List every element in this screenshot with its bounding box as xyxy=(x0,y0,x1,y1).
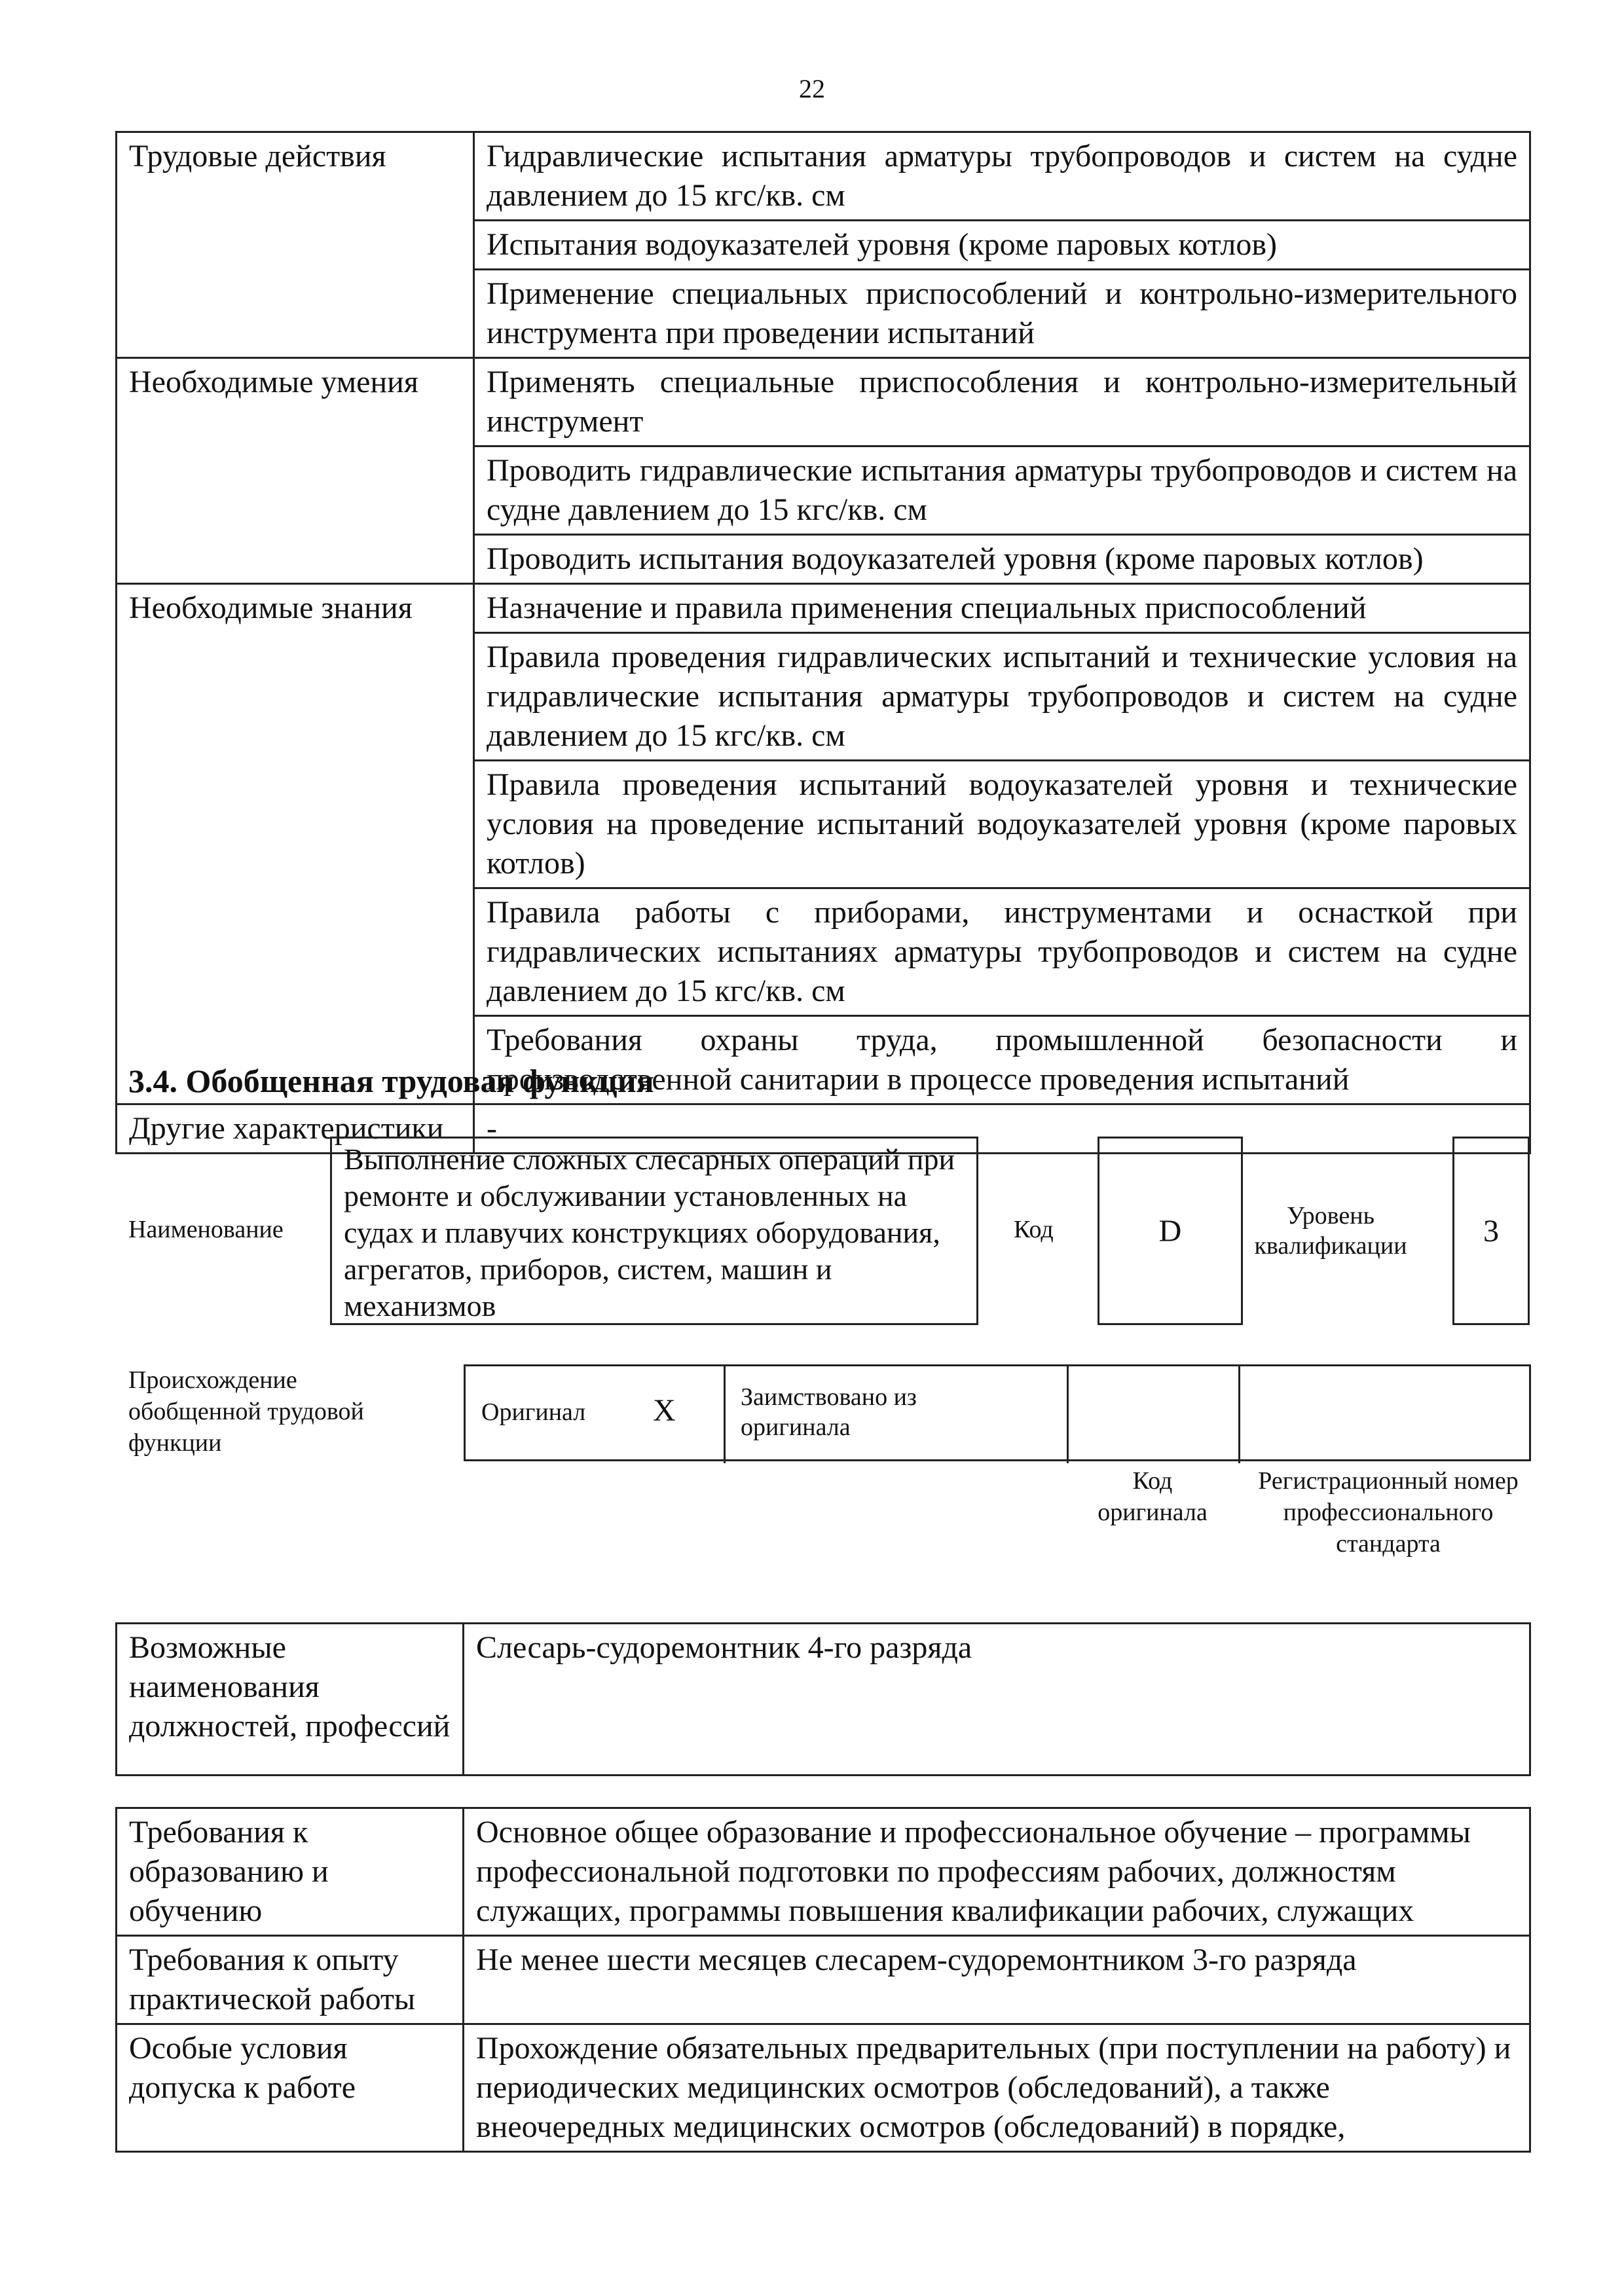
original-label: Оригинал xyxy=(481,1398,586,1426)
name-value-box xyxy=(330,1137,978,1325)
table-cell: Испытания водоуказателей уровня (кроме паровых котлов) xyxy=(474,221,1530,270)
positions-table xyxy=(115,1622,1531,1776)
requirement-label: Особые условия допуска к работе xyxy=(117,2024,464,2152)
page-number: 22 xyxy=(799,74,825,103)
code-value: D xyxy=(1158,1213,1182,1248)
requirement-value: Прохождение обязательных предварительных (при поступлении на работу) и периодических медицинских осмотров (обследований), а также внеочередных медицинских осмотров (обследований) в порядке, xyxy=(464,2024,1530,2152)
row-label: Необходимые умения xyxy=(117,358,474,584)
reg-number-caption: Регистрационный номер профессионального стандарта xyxy=(1258,1467,1519,1558)
row-label: Необходимые знания xyxy=(117,584,474,1104)
table-row xyxy=(117,2024,1530,2152)
origin-row xyxy=(464,1364,1531,1461)
table-row xyxy=(117,358,1530,446)
table-cell: Правила проведения испытаний водоуказателей уровня и технические условия на проведение испытаний водоуказателей уровня (кроме паровых котлов) xyxy=(474,761,1530,888)
labor-actions-table xyxy=(115,131,1531,1154)
table-cell: Назначение и правила применения специальных приспособлений xyxy=(474,584,1530,633)
table-row xyxy=(117,584,1530,633)
table-cell: Гидравлические испытания арматуры трубопроводов и систем на судне давлением до 15 кгс/кв. см xyxy=(474,132,1530,221)
table-cell: Применение специальных приспособлений и контрольно-измерительного инструмента при проведении испытаний xyxy=(474,270,1530,358)
requirement-label: Требования к образованию и обучению xyxy=(117,1808,464,1936)
origin-label: Происхождение обобщенной трудовой функции xyxy=(128,1366,364,1457)
table-row xyxy=(117,1936,1530,2024)
row-label: Другие характеристики xyxy=(117,1104,474,1154)
level-value-box xyxy=(1452,1137,1530,1325)
table-cell: Проводить гидравлические испытания арматуры трубопроводов и систем на судне давлением до 15 кгс/кв. см xyxy=(474,446,1530,535)
level-value: 3 xyxy=(1483,1213,1499,1248)
name-label: Наименование xyxy=(128,1216,284,1243)
code-label: Код xyxy=(1014,1216,1054,1243)
requirements-table xyxy=(115,1807,1531,2153)
code-value-box xyxy=(1098,1137,1243,1325)
requirement-value: Основное общее образование и профессиональное обучение – программы профессиональной подготовки по профессиям рабочих, должностям служащих, программы повышения квалификации рабочих, служащих xyxy=(464,1808,1530,1936)
table-cell: - xyxy=(474,1104,1530,1154)
borrowed-label: Заимствовано из оригинала xyxy=(741,1383,917,1441)
name-value: Выполнение сложных слесарных операций при ремонте и обслуживании установленных на судах и плавучих конструкциях оборудования, агрегатов, приборов, систем, машин и механизмов xyxy=(344,1142,955,1322)
table-row xyxy=(117,1624,1530,1776)
table-cell: Правила работы с приборами, инструментами и оснасткой при гидравлических испытаниях арматуры трубопроводов и систем на судне давлением до 15 кгс/кв. см xyxy=(474,888,1530,1016)
positions-label: Возможные наименования должностей, профессий xyxy=(117,1624,464,1776)
table-cell: Проводить испытания водоуказателей уровня (кроме паровых котлов) xyxy=(474,535,1530,584)
table-row xyxy=(117,1808,1530,1936)
divider xyxy=(1067,1366,1069,1463)
table-cell: Применять специальные приспособления и контрольно-измерительный инструмент xyxy=(474,358,1530,446)
requirement-label: Требования к опыту практической работы xyxy=(117,1936,464,2024)
divider xyxy=(1238,1366,1240,1463)
code-original-caption: Код оригинала xyxy=(1098,1467,1208,1526)
positions-value: Слесарь-судоремонтник 4-го разряда xyxy=(464,1624,1530,1776)
section-heading: 3.4. Обобщенная трудовая функция xyxy=(128,1063,654,1099)
table-cell: Правила проведения гидравлических испытаний и технические условия на гидравлические испытания арматуры трубопроводов и систем на судне давлением до 15 кгс/кв. см xyxy=(474,633,1530,761)
requirement-value: Не менее шести месяцев слесарем-судоремонтником 3-го разряда xyxy=(464,1936,1530,2024)
level-label: Уровень квалификации xyxy=(1254,1202,1407,1260)
table-cell: Требования охраны труда, промышленной безопасности и производственной санитарии в процессе проведения испытаний xyxy=(474,1016,1530,1104)
table-row xyxy=(117,132,1530,221)
divider xyxy=(724,1366,726,1463)
row-label: Трудовые действия xyxy=(117,132,474,358)
original-mark: X xyxy=(653,1393,676,1428)
